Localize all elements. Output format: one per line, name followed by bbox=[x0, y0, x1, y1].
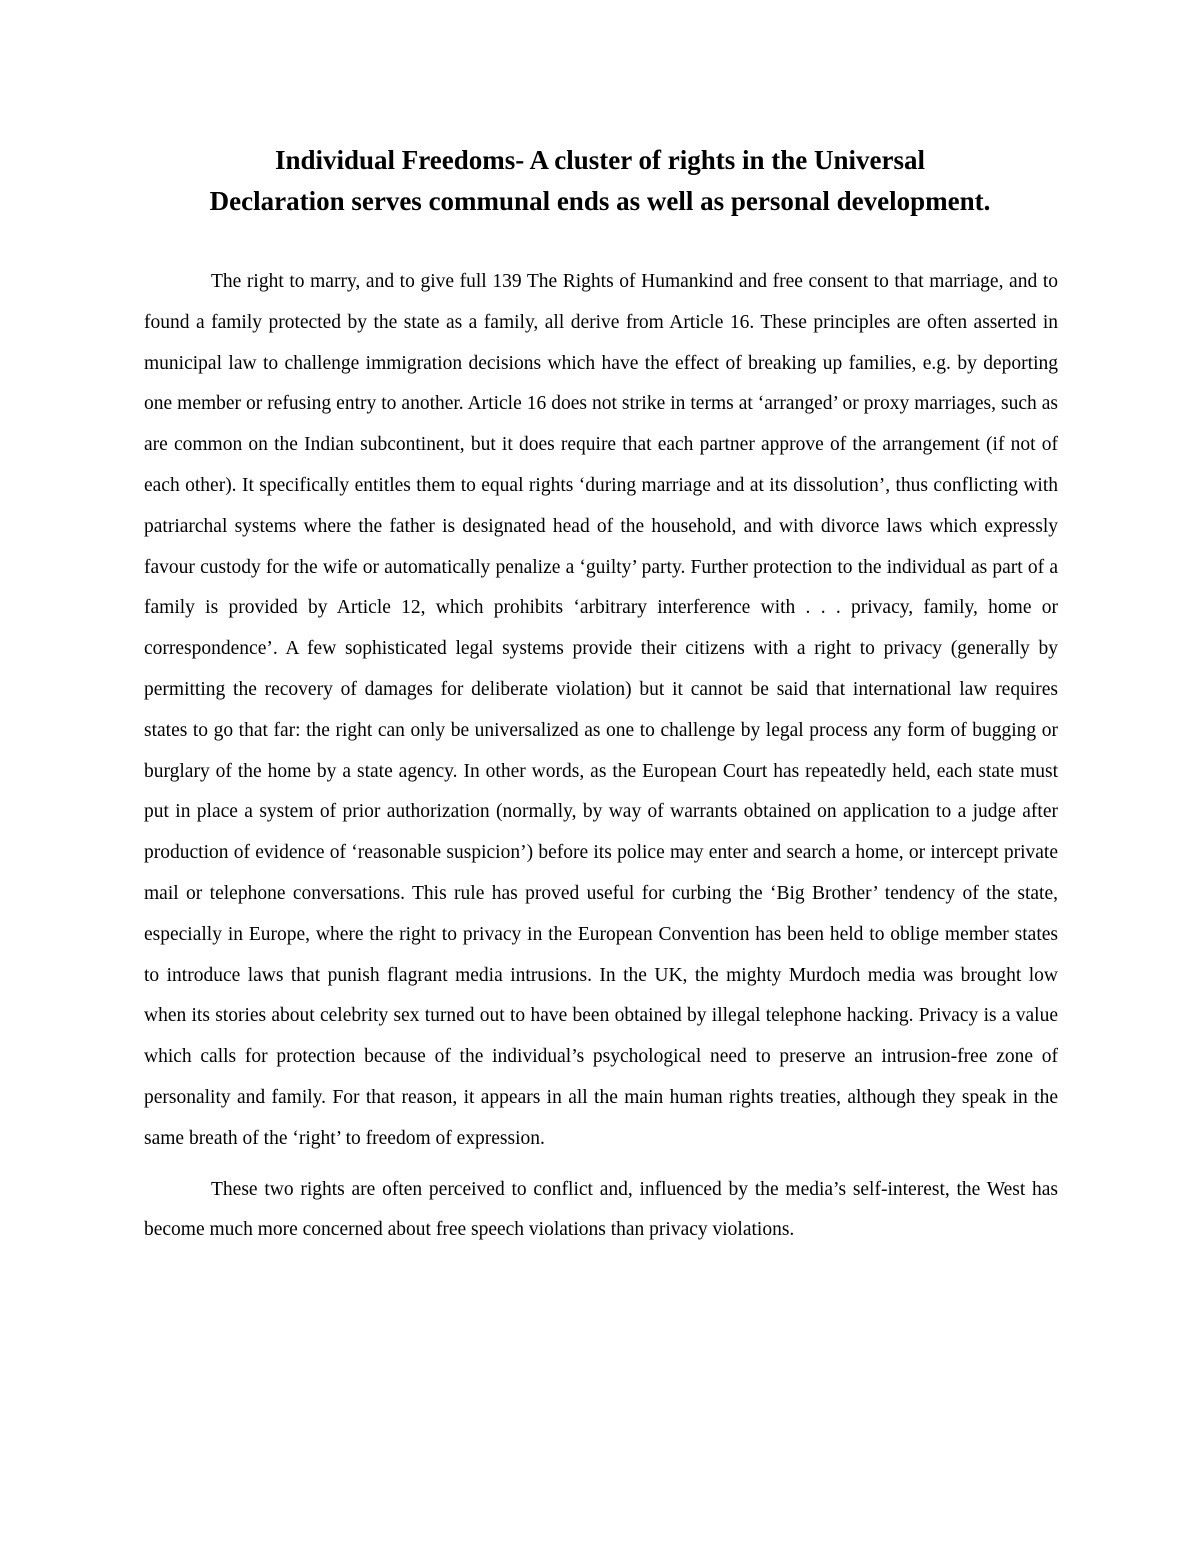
document-body bbox=[144, 262, 1058, 1251]
title-line-2: Declaration serves communal ends as well as personal development. bbox=[209, 186, 991, 216]
paragraph-2: These two rights are often perceived to conflict and, influenced by the media’s self-interest, the West has become much more concerned about free speech violations than privacy violations. bbox=[144, 1178, 1058, 1241]
paragraph-1: The right to marry, and to give full 139 The Rights of Humankind and free consent to that marriage, and to found a family protected by the state as a family, all derive from Article 16. These principles are often asserted in municipal law to challenge immigration decisions which have the effect of breaking up families, e.g. by deporting one member or refusing entry to another. Article 16 does not strike in terms at ‘arranged’ or proxy marriages, such as are common on the Indian subcontinent, but it does require that each partner approve of the arrangement (if not of each other). It specifically entitles them to equal rights ‘during marriage and at its dissolution’, thus conflicting with patriarchal systems where the father is designated head of the household, and with divorce laws which expressly favour custody for the wife or automatically penalize a ‘guilty’ party. Further protection to the individual as part of a family is provided by Article 12, which prohibits ‘arbitrary interference with . . . privacy, family, home or correspondence’. A few sophisticated legal systems provide their citizens with a right to privacy (generally by permitting the recovery of damages for deliberate violation) but it cannot be said that international law requires states to go that far: the right can only be universalized as one to challenge by legal process any form of bugging or burglary of the home by a state agency. In other words, as the European Court has repeatedly held, each state must put in place a system of prior authorization (normally, by way of warrants obtained on application to a judge after production of evidence of ‘reasonable suspicion’) before its police may enter and search a home, or intercept private mail or telephone conversations. This rule has proved useful for curbing the ‘Big Brother’ tendency of the state, especially in Europe, where the right to privacy in the European Convention has been held to oblige member states to introduce laws that punish flagrant media intrusions. In the UK, the mighty Murdoch media was brought low when its stories about celebrity sex turned out to have been obtained by illegal telephone hacking. Privacy is a value which calls for protection because of the individual’s psychological need to preserve an intrusion-free zone of personality and family. For that reason, it appears in all the main human rights treaties, although they speak in the same breath of the ‘right’ to freedom of expression. bbox=[144, 271, 1058, 1149]
title-line-1: Individual Freedoms- A cluster of rights in the Universal bbox=[274, 145, 926, 175]
document-title bbox=[130, 140, 1070, 222]
